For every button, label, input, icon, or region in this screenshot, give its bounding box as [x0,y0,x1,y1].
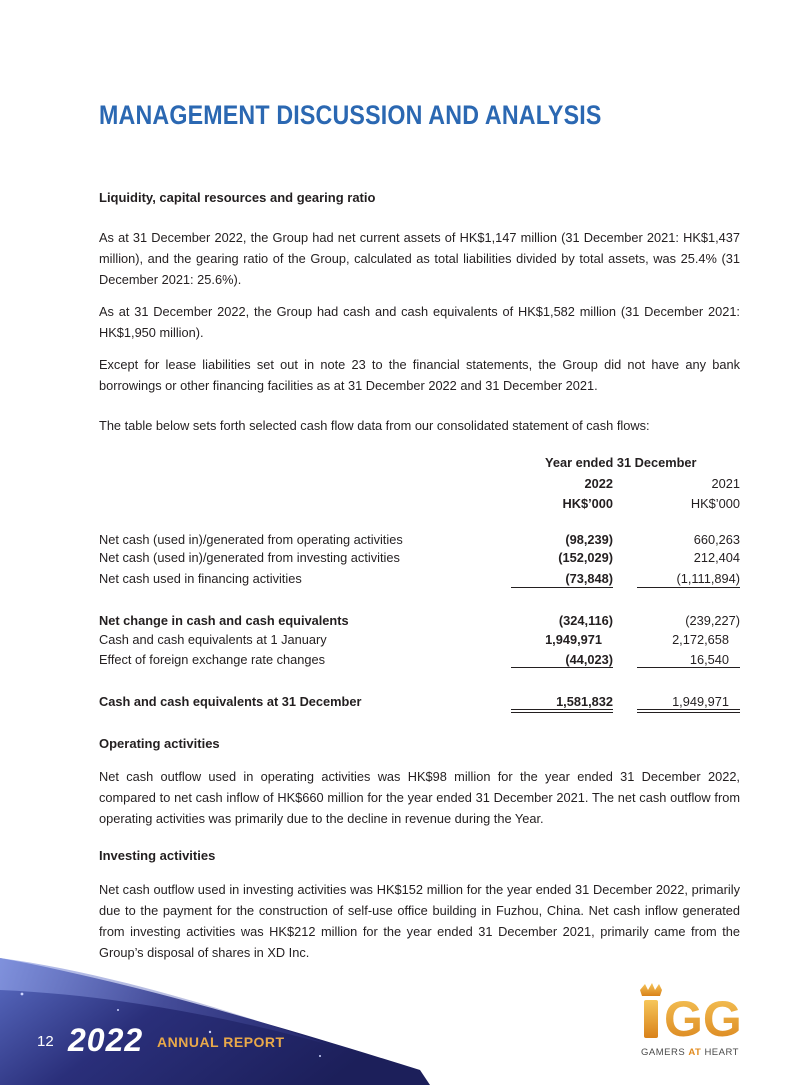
row-label: Net cash (used in)/generated from operating activities [99,532,403,547]
row-value-2021: 212,404 [693,550,740,565]
total-double-rule-2022 [511,709,613,713]
subtotal-rule-2022 [511,587,613,588]
table-period-header: Year ended 31 December [545,455,697,470]
row-value-2021: 16,540 [689,652,729,667]
investing-paragraph: Net cash outflow used in investing activities was HK$152 million for the year ended 31 December 2022, primarily due to the payment for the construction of self-use office building in Fuzhou, China. Net cash inflow generated from investing activities was HK$212 million for the year ended 31 December 2021, primarily came from the Group’s disposal of shares in XD Inc. [99,882,740,960]
investing-heading: Investing activities [99,848,216,863]
table-unit-2022: HK$’000 [562,496,613,511]
row-label: Cash and cash equivalents at 1 January [99,632,327,647]
tagline-at: AT [688,1047,702,1058]
row-label: Effect of foreign exchange rate changes [99,652,325,667]
row-value-2022: (44,023) [565,652,613,667]
igg-logo-mark [636,982,746,1044]
table-col-2022: 2022 [584,476,613,491]
row-label: Net change in cash and cash equivalents [99,613,349,628]
row-value-2022: (152,029) [558,550,613,565]
liquidity-paragraph-2: As at 31 December 2022, the Group had cash and cash equivalents of HK$1,582 million (31 December 2021: HK$1,950 million). [99,304,740,340]
page-number: 12 [37,1033,54,1050]
subtotal-rule-2022 [511,667,613,668]
subtotal-rule-2021 [637,667,740,668]
page-title: MANAGEMENT DISCUSSION AND ANALYSIS [99,100,602,130]
total-double-rule-2021 [637,709,740,713]
logo-tagline [641,1047,739,1058]
row-label: Net cash (used in)/generated from investing activities [99,550,400,565]
liquidity-paragraph-4: The table below sets forth selected cash flow data from our consolidated statement of cash flows: [99,418,650,433]
liquidity-heading: Liquidity, capital resources and gearing ratio [99,190,376,205]
row-value-2022: (73,848) [565,571,613,586]
table-col-2021: 2021 [711,476,740,491]
report-year: 2022 [68,1022,144,1058]
row-label: Cash and cash equivalents at 31 December [99,694,362,709]
liquidity-paragraph-3: Except for lease liabilities set out in note 23 to the financial statements, the Group did not have any bank borrowings or other financing facilities as at 31 December 2022 and 31 December 2021. [99,357,740,393]
row-value-2022: (324,116) [558,613,613,628]
annual-report-label: ANNUAL REPORT [157,1034,285,1050]
liquidity-paragraph-1: As at 31 December 2022, the Group had net current assets of HK$1,147 million (31 December 2021: HK$1,437 million), and the gearing ratio of the Group, calculated as total liabilities divided by total assets, was 25.4% (31 December 2021: 25.6%). [99,230,740,287]
operating-paragraph: Net cash outflow used in operating activities was HK$98 million for the year ended 31 December 2022, compared to net cash inflow of HK$660 million for the year ended 31 December 2021. The net cash outflow from operating activities was primarily due to the decline in revenue during the Year. [99,769,740,826]
row-value-2021: 2,172,658 [672,632,729,647]
row-value-2022: (98,239) [565,532,613,547]
row-value-2021: 1,949,971 [672,694,729,709]
row-value-2022: 1,581,832 [556,694,613,709]
table-row [99,649,740,673]
svg-text:GG: GG [664,991,742,1044]
row-label: Net cash used in financing activities [99,571,302,586]
row-value-2021: (1,111,894) [676,571,740,586]
row-value-2021: 660,263 [693,532,740,547]
row-value-2022: 1,949,971 [545,632,602,647]
subtotal-rule-2021 [637,587,740,588]
row-value-2021: (239,227) [685,613,740,628]
table-row [99,568,740,592]
tagline-heart: HEART [704,1047,739,1058]
table-unit-2021: HK$’000 [690,496,740,511]
operating-heading: Operating activities [99,736,220,751]
tagline-gamers: GAMERS [641,1047,686,1058]
